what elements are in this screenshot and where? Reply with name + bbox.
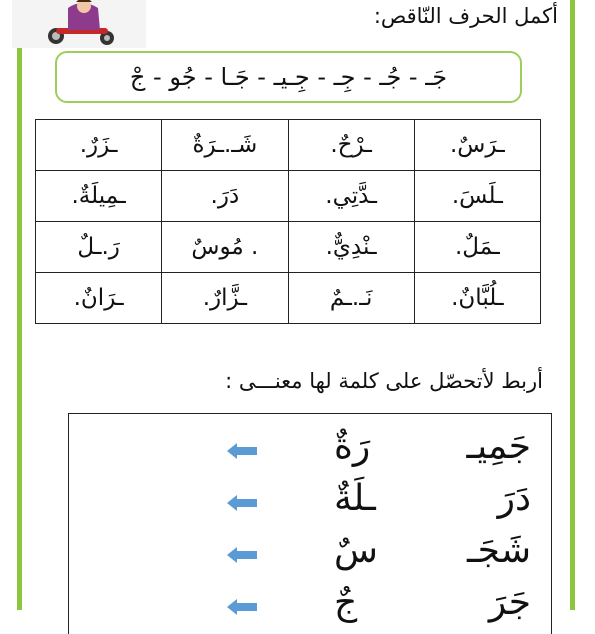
grid-cell: رَ.ـلٌ [36, 222, 162, 273]
grid-cell: ـلَسَ. [414, 171, 540, 222]
word-start[interactable]: جَمِيـ [466, 426, 531, 467]
word-end[interactable]: ـلَةٌ [334, 478, 376, 519]
exercise1-instruction: أكمل الحرف النّاقص: [373, 4, 558, 28]
grid-cell: ـمَلٌ. [414, 222, 540, 273]
match-row [69, 528, 551, 580]
left-arrow-icon [227, 494, 257, 516]
table-row [36, 273, 541, 324]
grid-cell: ـدَّتِي. [288, 171, 414, 222]
table-row [36, 222, 541, 273]
right-border [570, 0, 575, 610]
word-start[interactable]: دَرَ [497, 478, 531, 519]
grid-cell: ـرْحٌ. [288, 120, 414, 171]
word-end[interactable]: سٌ [334, 530, 378, 571]
match-row [69, 476, 551, 528]
table-row [36, 120, 541, 171]
child-tricycle-illustration [12, 0, 146, 48]
word-end[interactable]: رَةٌ [334, 426, 371, 467]
matching-box [68, 413, 552, 634]
word-start[interactable]: شَجَـ [467, 530, 531, 571]
left-arrow-icon [227, 546, 257, 568]
letter-forms: جَـ - جُـ - جِـ - جِـيـ - جَـا - جُو - جْ [129, 63, 448, 91]
grid-cell: شَـ.ـرَةٌ [162, 120, 288, 171]
match-row [69, 424, 551, 476]
letter-forms-box [55, 51, 522, 103]
grid-cell: ـرَانٌ. [36, 273, 162, 324]
exercise2-instruction: أربط لأتحصّل على كلمة لها معنـــى : [225, 369, 543, 393]
grid-cell: دَرَ. [162, 171, 288, 222]
left-border [17, 0, 22, 610]
grid-cell: نَـ.ـمٌ [288, 273, 414, 324]
grid-cell: ـزَرٌ. [36, 120, 162, 171]
table-row [36, 171, 541, 222]
word-grid [35, 119, 541, 324]
grid-cell: ـزَّارٌ. [162, 273, 288, 324]
word-start[interactable]: جَرَ [488, 582, 531, 623]
word-end[interactable]: جٌ [334, 582, 358, 623]
match-row [69, 580, 551, 632]
grid-cell: ـمِيلَةٌ. [36, 171, 162, 222]
grid-cell: ـلُبَّانٌ. [414, 273, 540, 324]
left-arrow-icon [227, 598, 257, 620]
grid-cell: ـنْدِيٌّ. [288, 222, 414, 273]
left-arrow-icon [227, 442, 257, 464]
grid-cell: . مُوسٌ [162, 222, 288, 273]
grid-cell: ـرَسٌ. [414, 120, 540, 171]
